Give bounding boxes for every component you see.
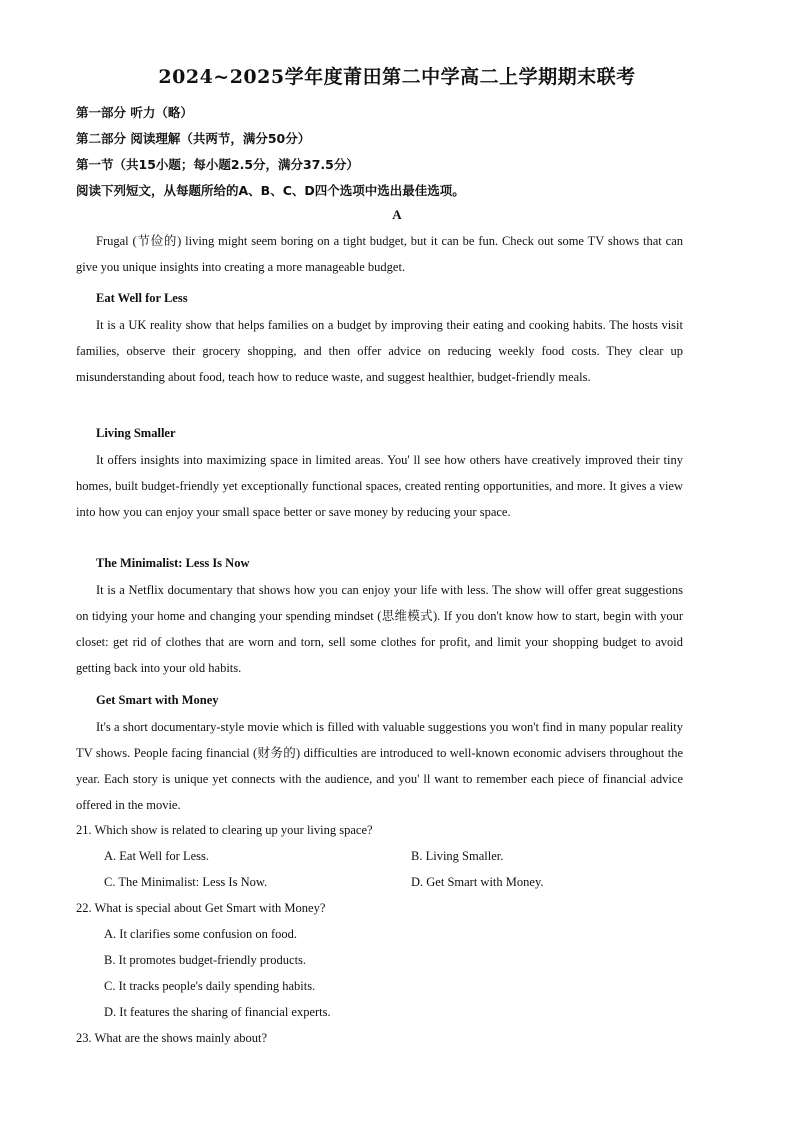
show-title-smart-money: Get Smart with Money — [96, 693, 219, 707]
question-23: 23. What are the shows mainly about? — [76, 1031, 268, 1045]
page-title: 2024~2025学年度莆田第二中学高二上学期期末联考 — [158, 66, 636, 88]
q22-option-c[interactable]: C. It tracks people's daily spending habits. — [104, 979, 316, 993]
show-text-smart-money: It's a short documentary-style movie which is filled with valuable suggestions you won't find in many popular reality TV shows. People facing financial (财务的) difficulties are introduced to well-known economic advisers throughout the year. Each story is unique yet connects with the audience, and you' ll want to remember each piece of financial advice offered in the movie. — [76, 720, 683, 812]
question-22: 22. What is special about Get Smart with Money? — [76, 901, 326, 915]
q22-option-b[interactable]: B. It promotes budget-friendly products. — [104, 953, 307, 967]
show-title-minimalist: The Minimalist: Less Is Now — [96, 556, 250, 570]
q22-option-d[interactable]: D. It features the sharing of financial experts. — [104, 1005, 331, 1019]
show-text-eat-well: It is a UK reality show that helps families on a budget by improving their eating and cooking habits. The hosts visit families, observe their grocery shopping, and then offer advice on reducing weekly food costs. They clear up misunderstanding about food, teach how to reduce waste, and suggest healthier, budget-friendly meals. — [76, 318, 683, 384]
show-text-living-smaller: It offers insights into maximizing space in limited areas. You' ll see how others have creatively improved their tiny homes, built budget-friendly yet exceptionally functional spaces, created renting opportunities, and more. It gives a view into how you can enjoy your small space better or save money by reducing your space. — [76, 453, 683, 519]
q21-option-b[interactable]: B. Living Smaller. — [411, 849, 504, 863]
show-title-eat-well: Eat Well for Less — [96, 291, 188, 305]
question-21: 21. Which show is related to clearing up your living space? — [76, 823, 373, 837]
q21-option-a[interactable]: A. Eat Well for Less. — [104, 849, 209, 863]
q21-option-d[interactable]: D. Get Smart with Money. — [411, 875, 544, 889]
q21-option-c[interactable]: C. The Minimalist: Less Is Now. — [104, 875, 268, 889]
instructions: 阅读下列短文，从每题所给的A、B、C、D四个选项中选出最佳选项。 — [76, 183, 465, 198]
show-title-living-smaller: Living Smaller — [96, 426, 176, 440]
q22-option-a[interactable]: A. It clarifies some confusion on food. — [104, 927, 298, 941]
part-two-header: 第二部分 阅读理解（共两节，满分50分） — [76, 131, 311, 146]
part-one-header: 第一部分 听力（略） — [76, 105, 193, 120]
show-text-minimalist: It is a Netflix documentary that shows how you can enjoy your life with less. The show will offer great suggestions on tidying your home and changing your spending mindset (思维模式). If you don't know how to start, begin with your closet: get rid of clothes that are worn and torn, sell some clothes for profit, and limit your shopping budget to avoid getting back into your old habits. — [76, 583, 683, 675]
intro-paragraph: Frugal (节俭的) living might seem boring on a tight budget, but it can be fun. Check out some TV shows that can give you unique insights into creating a more manageable budget. — [76, 234, 683, 274]
section-one-header: 第一节（共15小题；每小题2.5分，满分37.5分） — [76, 157, 359, 172]
passage-letter: A — [392, 207, 402, 222]
